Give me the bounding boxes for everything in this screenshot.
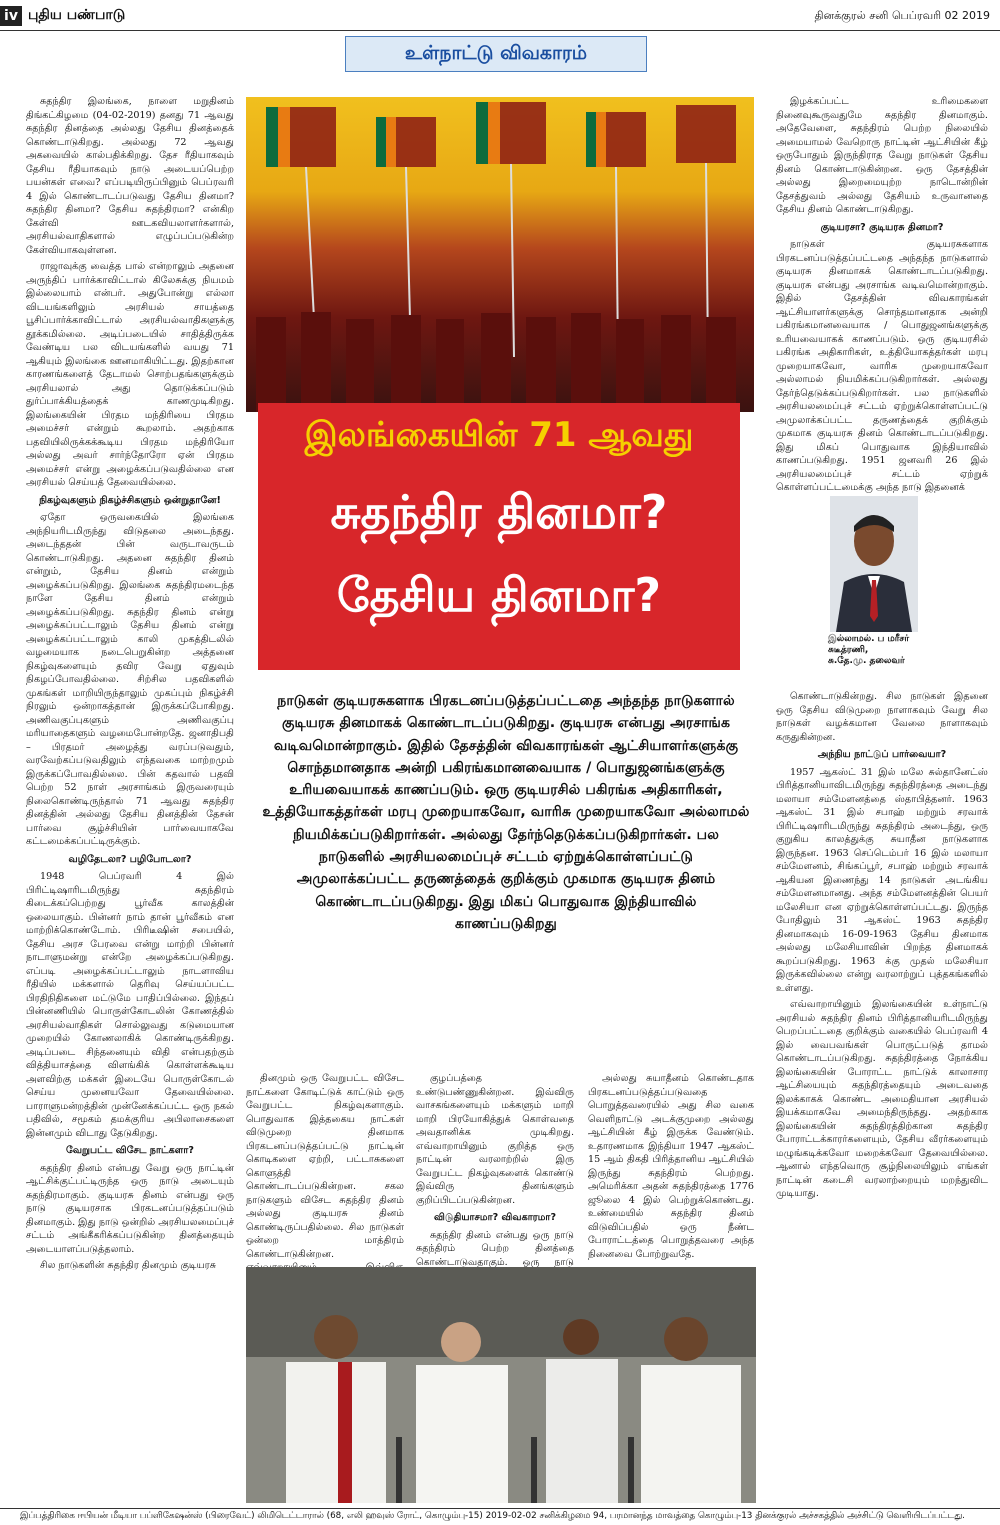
- pull-quote: நாடுகள் குடியரசுகளாக பிரகடனப்படுத்தப்பட்டதை அந்தந்த நாடுகளால் குடியரசு தினமாகக் கொண்டாடப்படுகிறது. குடியரசு என்பது அரசாங்க வடிவமொன்றாகும். இதில் தேசத்தின் விவகாரங்கள் ஆட்சியாளர்களுக்கு சொந்தமானதாக அன்றி பகிரங்கமானவையாக / பொதுஜனங்களுக்கு உரியவையாகக் காணப்படும். ஒரு குடியரசில் பகிரங்க அதிகாரிகள், உத்தியோகத்தர்கள் மரபு முறையாகவோ, வாரிசு முறையாகவோ அல்லாமல் நியமிக்கப்படுகிறார்கள். அல்லது தேர்ந்தெடுக்கப்படுகிறார்கள். பல நாடுகளில் அரசியலமைப்புச் சட்டம் ஏற்றுக்கொள்ளப்பட்டு அமுலாக்கப்பட்ட தருணத்தைக் குறிக்கும் முகமாக குடியரசு தினம் கொண்டாடப்படுகிறது. இது மிகப் பொதுவாக இந்தியாவில் காணப்படுகிறது: [262, 693, 750, 932]
- footer-imprint: இப்பத்திரிகை ஈபியன் மீடியா பப்ளிகேஷன்ஸ் (பிரைவேட்) லிமிடெட்டாரால் (68, எலி ஹவுஸ் ரோட், கொழும்பு-15) 2019-02-02 சனிக்கிழமை 94, பரமானந்த மாவத்தை கொழும்பு-13 தினக்குரல் அச்சகத்தில் அச்சிட்டு வெளியிடப்பட்டது.: [20, 1511, 965, 1521]
- paragraph: சுதந்திர தினம் என்பது வேறு ஒரு நாட்டின் ஆட்சிக்குட்பட்டிருந்த ஒரு நாடு அடையும் சுதந்திரமாகும். குடியரசு தினம் என்பது ஒரு நாடு குடியரசாக பிரகடனப்படுத்தப்படும் தினமாகும். இது நாடு ஒன்றில் அரசியலமைப்புச் சட்டம் அங்கீகரிக்கப்படுகின்ற தினத்தையும் அடையாளப்படுத்தலாம்.: [26, 1162, 234, 1255]
- article-column-left: [26, 95, 234, 1505]
- author-name: இல்லாமல். ப மரீசர்: [828, 634, 910, 644]
- subheading: நிகழ்வுகளும் நிகழ்ச்சிகளும் ஒன்றுதானே!: [39, 494, 221, 506]
- paragraph: சில நாடுகளின் சுதந்திர தினமும் குடியரசு: [40, 1260, 217, 1271]
- paragraph: ஏதோ ஒருவகையில் இலங்கை அந்நியரிடமிருந்து விடுதலை அடைந்தது. அடைந்ததன் பின் வருடாவருடம் கொண்டாடுகிறது. அதனை சுதந்திர தினம் என்றும், தேசிய தினம் என்றும் அழைக்கப்படுகிறது. இலங்கை சுதந்திரமடைந்த நாளே தேசிய தினம் என்றும் அழைக்கப்படுகிறது. சுதந்திர தினம் என்று அழைக்கப்பட்டாலும் தேசிய தினம் என்று அழைக்கப்பட்டாலும் காலி முகத்திடலில் வழமையாக நடைபெறுகின்ற அத்தனை நிகழ்வுகளையும் தவிர வேறு ஏதுவும் நிகழப்போவதில்லை. சிற்சில பதவிகளில் முகங்கள் மாறியிருந்தாலும் முகப்பும் நிகழ்ச்சி நிரலும் ஒன்றாகத்தான் இருக்கப்போகிறது. அணிவகுப்புகளும் அணிவகுப்பு மரியாதைகளும் வழமைபோன்றதே. ஜனாதிபதி – பிரதமர் அழைத்து வரப்படுவதும், வரவேற்கப்படுவதிலும் எந்தவகை மாற்றமும் இருக்கப்போவதில்லை. பின் கதவால் பதவி பெற்ற 52 நாள் அரசாங்கம் இருவரையும் நிலைகொண்டிருந்தால் 71 ஆவது சுதந்திர தினத்தின் அல்லது தேசிய தினத்தின் தேசன் பார்வை சூழ்ச்சியின் பார்வையாகவே கட்டமைக்கப்பட்டிருக்கும்.: [26, 512, 234, 847]
- author-portrait: [830, 496, 918, 632]
- leaders-illustration: [246, 1267, 756, 1503]
- subheading: வழிதேடலா? பழிபோடலா?: [68, 853, 192, 865]
- author-role: சுடீத்ரணி,: [828, 645, 869, 655]
- paragraph: சுதந்திர தினம் என்பது ஒரு நாடு சுதந்திரம் பெற்ற தினத்தை கொண்டாடுவதாகும். ஒரு நாடு: [416, 1229, 574, 1268]
- paragraph: 1948 பெப்ரவரி 4 இல் பிரிட்டிஷாரிடமிருந்து சுதந்திரம் கிடைக்கப்பெற்றது பூர்வீக காலத்தின் ஒலையாகும். பின்னர் நாம் தான் பூர்வீகம் என மாற்றிக்கொண்டோம். பிரிடீஷின் சபையில், தேசிய அரச பேரவை என்று மாற்றி பின்னர் நாடாளுமன்று என்றே அழைக்கப்படுகிறது. எப்படி அழைக்கப்பட்டாலும் நாடளாவிய ரீதியில் மக்களால் தெரிவு செய்யப்பட்ட பிரதிநிதிகளை மட்டுமே பாதிப்பில்லை. இந்தப் பின்னணியில் பொருள்கோடலின் கோணத்தில் அரசியல்வாதிகள் சொல்லுவது கடுமையான முறையில் கோணலாகிக் கொண்டிருக்கிறது. அடிப்படை சிந்தனையும் விதி என்பதற்கும் வித்தியாசத்தை விளங்கிக் கொள்ளக்கூடிய அளவிற்கு மக்கள் இடையே பொருள்கோடல் செய்ய முனையவோ தேவையில்லை. பாராளுமன்றத்தின் முன்னேக்கப்பட்ட ஒரு நகல் பதிவில், சமூகம் தமக்குரிய அபிலாசைகளை இன்னமும் விடாது தேடுகிறது.: [26, 871, 234, 1139]
- parade-photo: [246, 97, 754, 412]
- headline-line-2: சுதந்திர தினமா?: [330, 485, 668, 539]
- article-subcolumn-c: [588, 1072, 754, 1260]
- article-subcolumn-a: [246, 1072, 404, 1260]
- paragraph: குழப்பத்தை உண்டுபண்ணுகின்றன. இவ்விரு வாசகங்களையும் மக்களும் மாறி மாறி பிரயோகித்துக் கொள்வதை அவதானிக்க முடிகிறது. எவ்வாறாயினும் குறித்த ஒரு நாட்டின் வரலாற்றில் இரு வேறுபட்ட நிகழ்வுகளைக் கொண்டு இவ்விரு தினங்களும் குறிப்பிடப்படுகின்றன.: [416, 1073, 574, 1206]
- paragraph: எவ்வாறாயினும் இலங்கையின் உள்நாட்டு அரசியல் சுதந்திர தினம் பிரித்தானியரிடமிருந்து பெறப்பட்டதை குறிக்கும் வகையில் பெப்ரவரி 4 இல் வைபவங்கள் பொருட்படுத் தாமல் கொண்டாடப்படுகிறது. சுதந்திரத்தை நோக்கிய இலங்கையின் போராட்ட நாட்டுக் காலாசார ஆட்சியையும் சுதந்திரத்தையும் அடைவதை இலக்காகக் கொண்ட அமைதியான அரசியல் இயக்கமாகவே அமைந்திருந்தது. அதற்காக இலங்கையின் சுதந்திரத்திற்கான சுதந்திர போராட்டக்காரர்களையும், தேசிய வீரர்களையும் மழுங்கடிக்கவோ மறைக்கவோ தேவையில்லை. ஆனால் எந்தவொரு சூழ்நிலையிலும் எங்கள் நாட்டின் கடைசி வரலாற்றையும் மறந்துவிட முடியாது.: [776, 999, 988, 1199]
- subheading: குடியரசா? குடியரசு தினமா?: [820, 221, 944, 233]
- subheading: அந்நிய நாட்டுப் பார்வையா?: [817, 749, 947, 760]
- paragraph: அல்லது சுயாதீனம் கொண்டதாக பிரகடனப்படுத்தப்படுவதை பொறுத்தவரையில் அது சில வகை வெளிநாட்டு அடக்குமுறை அல்லது ஆட்சியின் கீழ் இருக்க வேண்டும். உதாரணமாக இந்தியா 1947 ஆகஸ்ட் 15 ஆம் திகதி பிரித்தானிய ஆட்சியில் இருந்து சுதந்திரம் பெற்றது. அமெரிக்கா அதன் சுதந்திரத்தை 1776 ஜூலை 4 இல் பெற்றுக்கொண்டது. உண்மையில் சுதந்திர தினம் விடுவிப்பதில் ஒரு நீண்ட போராட்டத்தை பொறுத்தவரை அந்த நினைவை போற்றுவதே.: [588, 1073, 754, 1260]
- flag-parade-illustration: [246, 97, 754, 412]
- header-rule: [0, 30, 1000, 31]
- paragraph: சுதந்திர இலங்கை, நாளை மறுதினம் திங்கட்கிழமை (04-02-2019) தனது 71 ஆவது சுதந்திர தினத்தை அல்லது தேசிய தினத்தைக் கொண்டாடுகிறது. அல்லது 72 ஆவது அகவையில் கால்பதிக்கிறது. தேச ரீதியாகவும் தேசிய ரீதியாகவும் நாடு அடையப்பெற்ற பயன்கள் எவை? எப்படியிருப்பினும் பெப்ரவரி 4 இல் கொண்டாடப்படுவது தேசிய தினமா? சுதந்திர தினமா? தேசிய சுதந்திரமா? என்கிற கேள்வி ஊடகவியலாளர்களால், அரசியல்வாதிகளால் எழுப்பப்படுகின்ற கேள்வியாகவுள்ளன.: [26, 96, 234, 256]
- paragraph: கொண்டாடுகின்றது. சில நாடுகள் இதனை ஒரு தேசிய விடுமுறை நாளாகவும் வேறு சில நாடுகள் வழக்கமான வேலை நாளாகவும் கருதுகின்றன.: [776, 691, 988, 743]
- paragraph: 1957 ஆகஸ்ட் 31 இல் மலே சுல்தானேட்ஸ் பிரித்தானியாவிடமிருந்து சுதந்திரத்தை அடைந்து மலாயா சம்மேளனத்தை ஸ்தாபித்தனர். 1963 ஆகஸ்ட் 31 இல் சபாஹ் மற்றும் சரவாக் பிரிட்டிஷாரிடமிருந்து சுதந்திரம் அடைந்து, ஒரு குறுகிய காலத்துக்கு சுயாதீன நாடுகளாக இருந்தன. 1963 செப்டெம்பர் 16 இல் மலாயா சம்மேளனம், சிங்கப்பூர், சபாஹ் மற்றும் சரவாக் ஆகியன இணைந்து 14 நாடுகள் அடங்கிய சம்மேளனமானது. அந்த சம்மேளனத்தின் பெயர் மலேசியா என ஏற்றுக்கொள்ளப்பட்டது. இருந்த போதிலும் 31 ஆகஸ்ட் 1963 சுதந்திர தினமாகவும் 16-09-1963 தேசிய தினமாக அல்லது மலேசியாவின் பிறந்த தினமாகக் கூறப்படுகிறது. 1963 க்கு முதல் மலேசியா இருக்கவில்லை என்று வரலாற்றுப் புத்தகங்களில் உள்ளது.: [776, 766, 988, 994]
- section-title-box: [345, 36, 647, 72]
- paragraph: இழக்கப்பட்ட உரிமைகளை நினைவுகூருவதுமே சுதந்திர தினமாகும். அதேவேளை, சுதந்திரம் பெற்ற நிலையில் அமையாமல் வேறொரு நாட்டின் ஆட்சியின் கீழ் ஒருபோதும் இருந்திராத வேறு நாடுகள் தேசிய தினம் கொண்டாடுகின்றன. ஒரு தேசத்தின் அல்லது இறைமையுற்ற நாடொன்றின் தேசத்துவம் அல்லது தேசியம் உருவானதை தேசிய தினம் கொண்டாடுகிறது.: [776, 96, 988, 215]
- article-column-right-continued: [776, 690, 988, 1505]
- author-org: சு.தே.மு. தலைவர்: [828, 656, 905, 666]
- paragraph: நாடுகள் குடியரசுகளாக பிரகடனப்படுத்தப்பட்டதை அந்தந்த நாடுகளால் குடியரசு தினமாகக் கொண்டாடப்படுகிறது. குடியரசு என்பது அரசாங்க வடிவமொன்றாகும். இதில் தேசத்தின் விவகாரங்கள் ஆட்சியாளர்களுக்கு சொந்தமானதாக அன்றி பகிரங்கமானவையாக / பொதுஜனங்களுக்கு உரியவையாகக் காணப்படும். ஒரு குடியரசில் பகிரங்க அதிகாரிகள், உத்தியோகத்தர்கள் மரபு முறையாகவோ, வாரிசு முறையாகவோ அல்லாமல் நியமிக்கப்படுகிறார்கள். அல்லது தேர்ந்தெடுக்கப்படுகிறார்கள். பல நாடுகளில் அரசியலமைப்புச் சட்டம் ஏற்றுக்கொள்ளப்பட்டு அமுலாக்கப்பட்ட தருணத்தைக் குறிக்கும் முகமாக குடியரசு தினம் கொண்டாடப்படுகிறது. இது மிகப் பொதுவாக இந்தியாவில் காணப்படுகிறது. 1951 ஜனவரி 26 இல் அரசியலமைப்புச் சட்டம் ஏற்றுக் கொள்ளப்பட்டமைக்கு அந்த நாடு இதனைக்: [776, 239, 988, 493]
- leaders-photo: [246, 1267, 756, 1503]
- footer-rule: [0, 1508, 1000, 1509]
- article-subcolumn-b: [416, 1072, 574, 1268]
- issue-line: தினக்குரல் சனி பெப்ரவரி 02 2019: [814, 9, 990, 22]
- publication-name: புதிய பண்பாடு: [28, 7, 126, 23]
- paragraph: ராஜாவுக்கு வைத்த பால் என்றாலும் அதனை அருந்திப் பார்க்காவிட்டால் கிலேசுக்கு நியமம் இல்லையாம் என்பர். அதுபோன்று எல்லா விடயங்களிலும் அரசியல் சாயத்தை பூசிப்பார்க்காவிட்டால் அரசியல்வாதிகளுக்கு தூக்கமில்லை. அடிப்படையில் சாதித்திருக்க வேண்டிய பல விடயங்களில் வயது 71 ஆகியும் இலங்கை ஊனமாகியிட்டது. இதற்கான காரணங்களைத் தேடாமல் சொற்பதங்களுக்கும் அரசியலால் அது தொடுக்கப்படும் துர்ப்பாக்கியத்தைக் காணமுடிகிறது. இலங்கையின் பிரதம மந்திரியை பிரதம அமைச்சர் என்றும் கூறலாம். அதற்காக பதவியிலிருக்கக்கூடிய பிரதம மந்திரியோ அல்லது அவர் சார்ந்தோரோ ஏன் பிரதம அமைச்சர் என்று அழைக்கப்படுவதில்லை என அரசியல் செய்யத் தேவையில்லை.: [26, 261, 234, 488]
- paragraph: தினமும் ஒரு வேறுபட்ட விசேட நாட்களை கோடிட்டுக் காட்டும் ஒரு வேறுபட்ட நிகழ்வுகளாகும். பொதுவாக இத்தகைய நாட்கள் விடுமுறை தினமாக பிரகடனப்படுத்தப்பட்டு நாட்டின் கொடிகளை ஏற்றி, பட்டாசுகளை கொளுத்தி கொண்டாடப்படுகின்றன. சகல நாடுகளும் விசேட சுதந்திர தினம் அல்லது குடியரசு தினம் கொண்டிருப்பதில்லை. சில நாடுகள் ஒன்றை மாத்திரம் கொண்டாடுகின்றன.: [246, 1073, 404, 1260]
- author-caption: [828, 634, 938, 667]
- author-photo: [830, 496, 918, 632]
- section-title: உள்நாட்டு விவகாரம்: [404, 41, 588, 64]
- headline-box: [258, 403, 740, 670]
- headline-line-3: தேசிய தினமா?: [336, 568, 662, 622]
- subheading: விடுதியாசமா? விவகாரமா?: [433, 1212, 557, 1223]
- section-label-box: iv: [0, 6, 22, 26]
- subheading: வேறுபட்ட விசேட நாட்களா?: [66, 1145, 194, 1156]
- headline-line-1: இலங்கையின் 71 ஆவது: [304, 415, 694, 455]
